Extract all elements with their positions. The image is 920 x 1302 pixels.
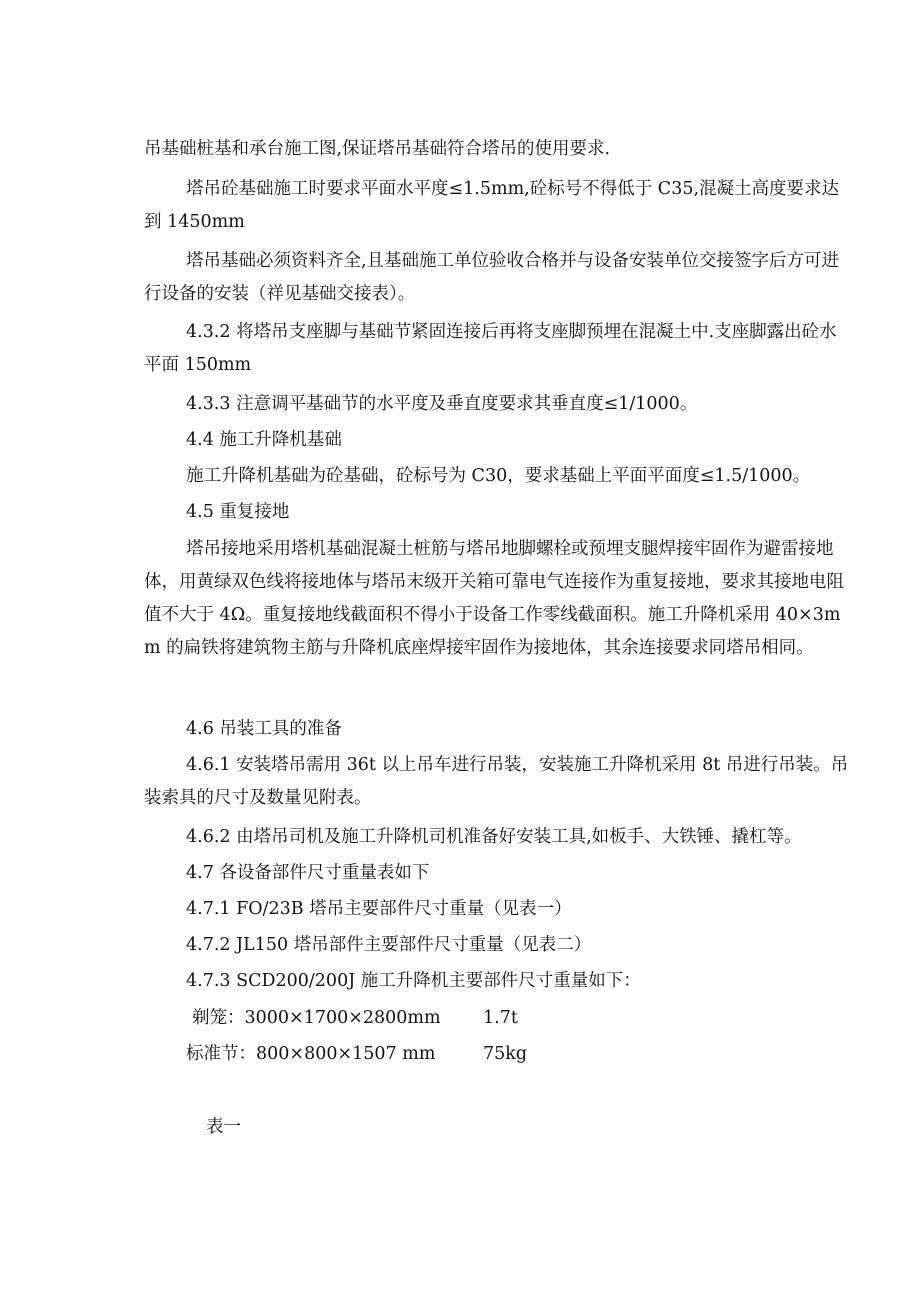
part-cage-weight: 1.7t	[483, 1008, 518, 1028]
heading-4-6: 4.6 吊装工具的准备	[186, 719, 342, 739]
paragraph-4-3-2: 4.3.2 将塔吊支座脚与基础节紧固连接后再将支座脚预埋在混凝土中.支座脚露出砼水平面 150mm	[144, 322, 837, 375]
paragraph-4-6-1: 4.6.1 安装塔吊需用 36t 以上吊车进行吊装，安装施工升降机采用 8t 吊进行吊装。吊装索具的尺寸及数量见附表。	[144, 755, 849, 808]
paragraph-grounding: 塔吊接地采用塔机基础混凝土桩筋与塔吊地脚螺栓或预埋支腿焊接牢固作为避雷接地体，用黄绿双色线将接地体与塔吊末级开关箱可靠电气连接作为重复接地，要求其接地电阻值不大于 4Ω。重复接地线截面积不得小于设备工作零线截面积。施工升降机采用 40×3mm 的扁铁将建筑物主筋与升降机底座焊接牢固作为接地体，其余连接要求同塔吊相同。	[144, 539, 844, 658]
paragraph-4-6-2: 4.6.2 由塔吊司机及施工升降机司机准备好安装工具,如板手、大铁锤、撬杠等。	[186, 827, 802, 847]
heading-4-7: 4.7 各设备部件尺寸重量表如下	[186, 863, 430, 883]
paragraph-foundation-documents: 塔吊基础必须资料齐全,且基础施工单位验收合格并与设备安装单位交接签字后方可进行设备的安装（祥见基础交接表）。	[144, 251, 840, 304]
heading-4-4: 4.4 施工升降机基础	[186, 430, 342, 450]
part-section-label: 标准节：800×800×1507 mm	[186, 1044, 436, 1064]
table-caption: 表一	[206, 1117, 241, 1137]
paragraph-4-3-3: 4.3.3 注意调平基础节的水平度及垂直度要求其垂直度≤1/1000。	[186, 394, 698, 414]
paragraph-foundation-drawing: 吊基础桩基和承台施工图,保证塔吊基础符合塔吊的使用要求.	[144, 139, 611, 159]
paragraph-4-7-2: 4.7.2 JL150 塔吊部件主要部件尺寸重量（见表二）	[186, 935, 592, 955]
part-section-weight: 75kg	[483, 1044, 528, 1064]
paragraph-elevator-foundation: 施工升降机基础为砼基础，砼标号为 C30，要求基础上平面平面度≤1.5/1000。	[186, 466, 811, 486]
paragraph-4-7-1: 4.7.1 FO/23B 塔吊主要部件尺寸重量（见表一）	[186, 899, 572, 919]
paragraph-concrete-requirements: 塔吊砼基础施工时要求平面水平度≤1.5mm,砼标号不得低于 C35,混凝土高度要求达到 1450mm	[144, 179, 840, 232]
paragraph-4-7-3: 4.7.3 SCD200/200J 施工升降机主要部件尺寸重量如下：	[186, 971, 641, 991]
part-cage-label: 剃笼：3000×1700×2800mm	[192, 1008, 441, 1028]
heading-4-5: 4.5 重复接地	[186, 502, 290, 522]
